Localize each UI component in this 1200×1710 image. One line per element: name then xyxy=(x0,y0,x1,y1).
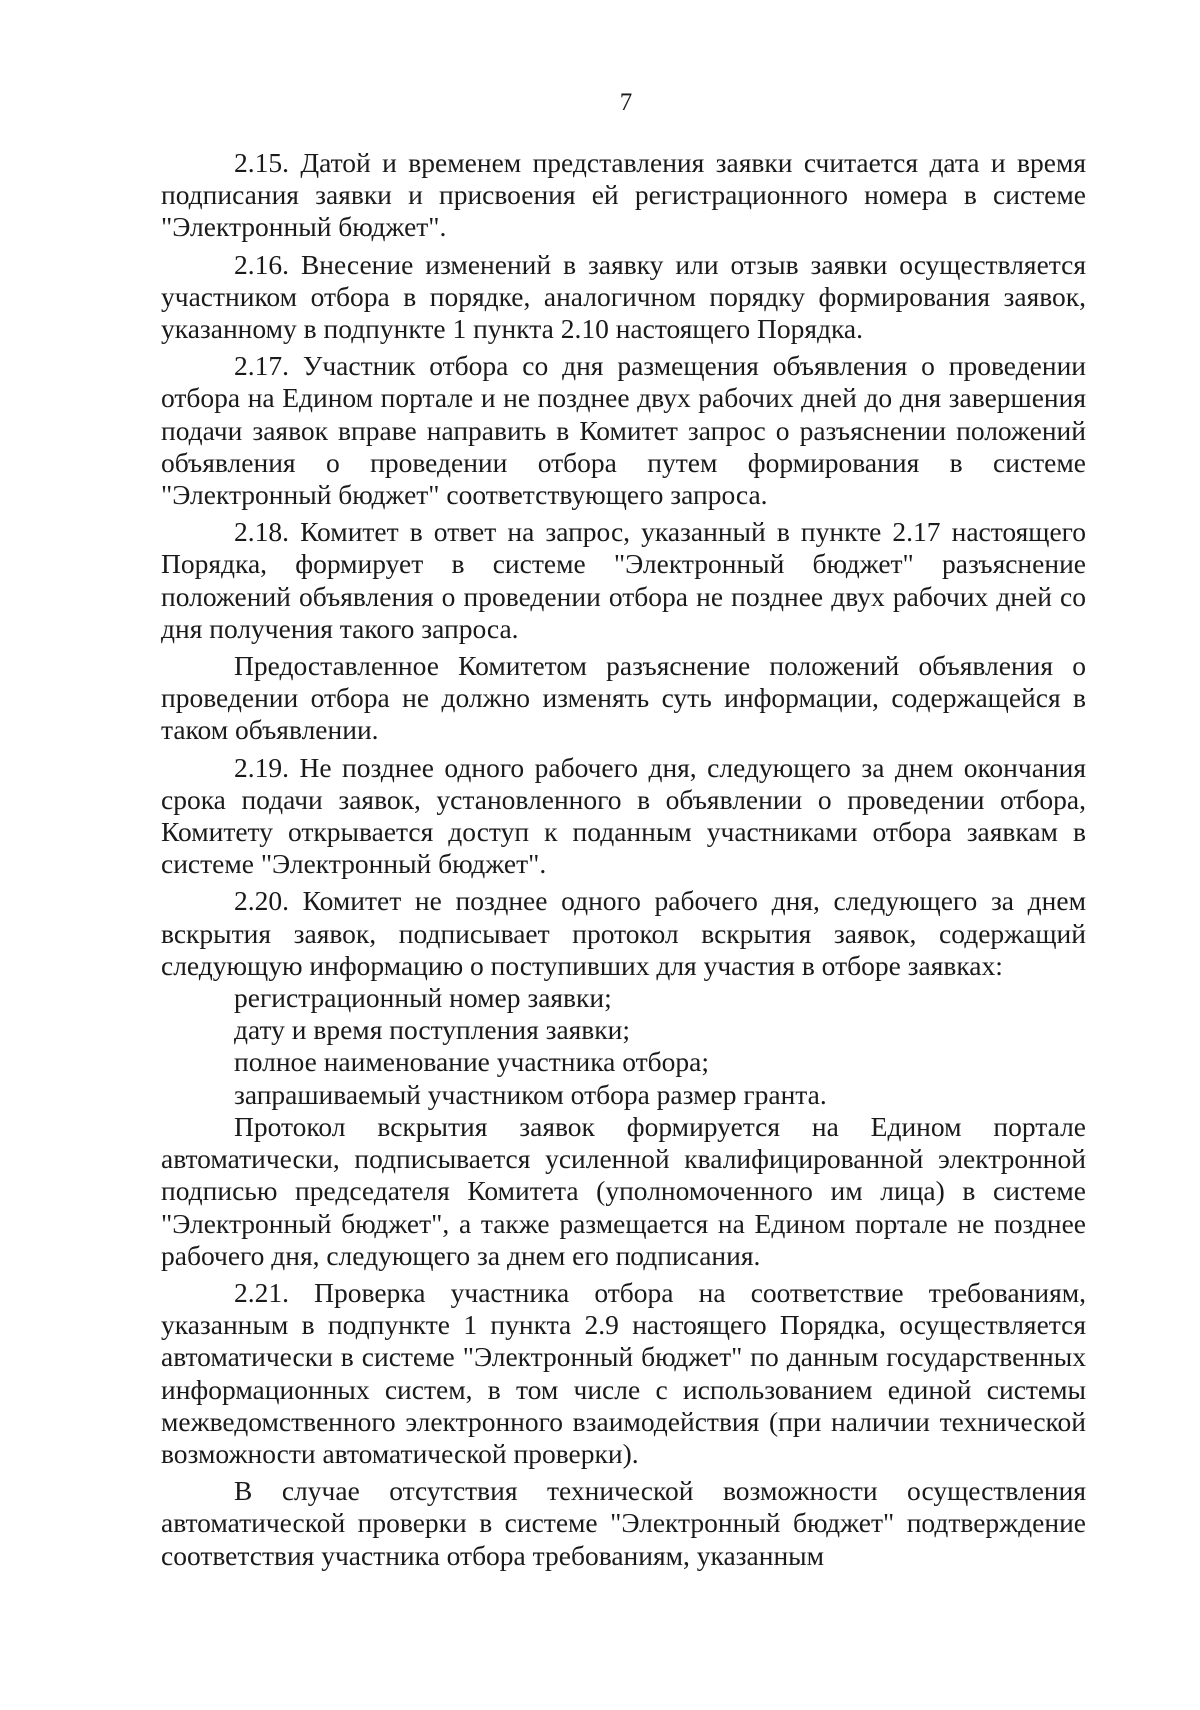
list-item-registration-number: регистрационный номер заявки; xyxy=(234,982,612,1014)
list-item-grant-amount: запрашиваемый участником отбора размер гранта. xyxy=(234,1078,827,1110)
paragraph-2-15: 2.15. Датой и временем представления заявки считается дата и время подписания заявки и присвоения ей регистрационного номера в системе "Электронный бюджет". xyxy=(161,147,1086,243)
paragraph-2-17: 2.17. Участник отбора со дня размещения объявления о проведении отбора на Едином портале и не позднее двух рабочих дней до дня завершения подачи заявок вправе направить в Комитет запрос о разъяснении положений объявления о проведении отбора путем формирования в системе "Электронный бюджет" соответствующего запроса. xyxy=(161,350,1086,511)
paragraph-2-20: 2.20. Комитет не позднее одного рабочего дня, следующего за днем вскрытия заявок, подписывает протокол вскрытия заявок, содержащий следующую информацию о поступивших для участия в отборе заявках: xyxy=(161,885,1086,981)
paragraph-2-16: 2.16. Внесение изменений в заявку или отзыв заявки осуществляется участником отбора в порядке, аналогичном порядку формирования заявок, указанному в подпункте 1 пункта 2.10 настоящего Порядка. xyxy=(161,248,1086,345)
paragraph-2-18: 2.18. Комитет в ответ на запрос, указанный в пункте 2.17 настоящего Порядка, формирует в системе "Электронный бюджет" разъяснение положений объявления о проведении отбора не позднее двух рабочих дней со дня получения такого запроса. xyxy=(161,516,1086,644)
list-item-participant-name: полное наименование участника отбора; xyxy=(234,1046,709,1078)
paragraph-2-18-clarification: Предоставленное Комитетом разъяснение положений объявления о проведении отбора не должно изменять суть информации, содержащейся в таком объявлении. xyxy=(161,650,1086,746)
paragraph-2-19: 2.19. Не позднее одного рабочего дня, следующего за днем окончания срока подачи заявок, установленного в объявлении о проведении отбора, Комитету открывается доступ к поданным участниками отбора заявкам в системе "Электронный бюджет". xyxy=(161,751,1086,880)
list-item-receipt-datetime: дату и время поступления заявки; xyxy=(234,1014,631,1046)
document-body xyxy=(161,147,1086,1572)
paragraph-2-21: 2.21. Проверка участника отбора на соответствие требованиям, указанным в подпункте 1 пункта 2.9 настоящего Порядка, осуществляется автоматически в системе "Электронный бюджет" по данным государственных информационных систем, в том числе с использованием единой системы межведомственного электронного взаимодействия (при наличии технической возможности автоматической проверки). xyxy=(161,1276,1086,1469)
paragraph-2-20-protocol: Протокол вскрытия заявок формируется на Едином портале автоматически, подписывается усиленной квалифицированной электронной подписью председателя Комитета (уполномоченного им лица) в системе "Электронный бюджет", а также размещается на Едином портале не позднее рабочего дня, следующего за днем его подписания. xyxy=(161,1110,1086,1271)
page-number: 7 xyxy=(619,89,633,116)
paragraph-2-21-manual-check: В случае отсутствия технической возможности осуществления автоматической проверки в системе "Электронный бюджет" подтверждение соответствия участника отбора требованиям, указанным xyxy=(161,1475,1086,1571)
